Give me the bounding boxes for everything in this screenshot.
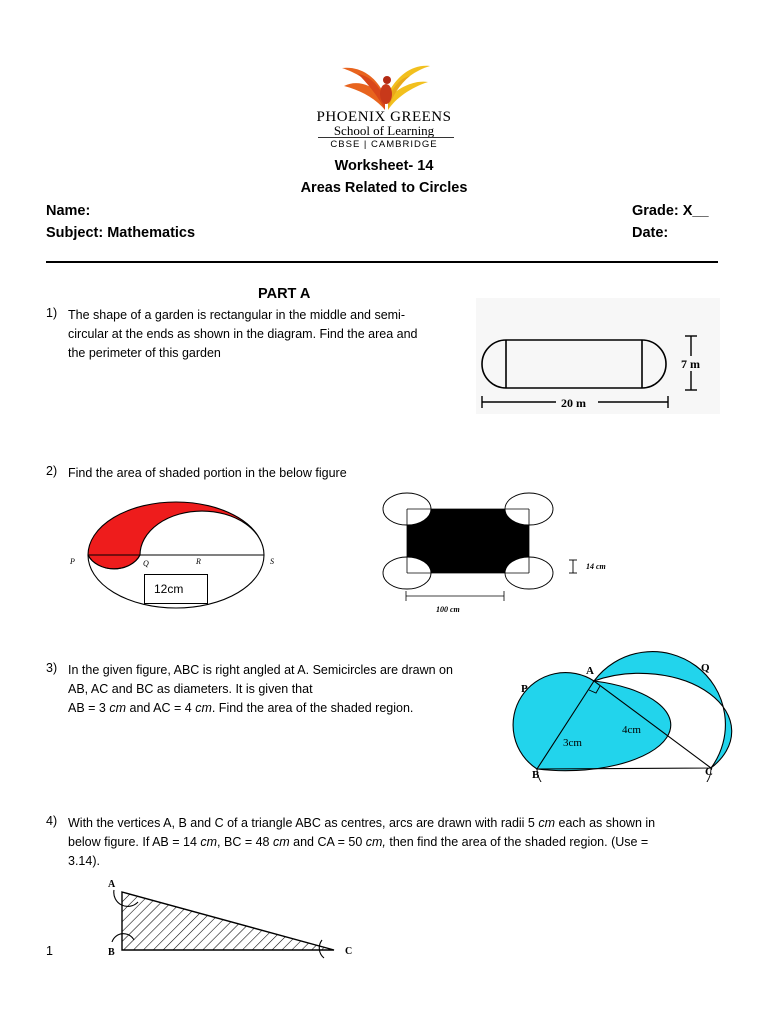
point-b-label: B xyxy=(532,769,540,781)
tagline-rule xyxy=(318,137,454,138)
question-line: the perimeter of this garden xyxy=(68,346,221,360)
phoenix-logo-icon xyxy=(330,60,440,115)
point-s-label: S xyxy=(270,557,274,566)
grade-label: Grade: X__ xyxy=(632,203,709,219)
rectangle-quadrants-figure xyxy=(380,490,580,590)
garden-figure xyxy=(476,298,720,414)
question-number: 3) xyxy=(46,661,58,675)
question-line: below figure. If AB = 14 cm, BC = 48 cm and CA = 50 cm, then find the area of the shaded region. (Use = xyxy=(68,835,649,849)
point-a-label: A xyxy=(108,879,116,890)
question-line: AB, AC and BC as diameters. It is given that xyxy=(68,682,313,696)
school-name: PHOENIX GREENS xyxy=(316,109,452,125)
name-label: Name: xyxy=(46,203,91,219)
point-q-label: Q xyxy=(143,559,149,568)
side-ab-label: 3cm xyxy=(563,737,582,749)
question-line: Find the area of shaded portion in the below figure xyxy=(68,466,347,480)
rectangle-width-label: 100 cm xyxy=(436,605,460,614)
question-4-text xyxy=(68,814,728,871)
rectangle-width-arrow xyxy=(400,590,510,602)
school-tagline: School of Learning xyxy=(333,123,435,138)
point-c-label: C xyxy=(705,766,713,778)
question-line: 3.14). xyxy=(68,854,100,868)
question-line: The shape of a garden is rectangular in the middle and semi- xyxy=(68,308,405,322)
point-p-label: P xyxy=(521,683,528,695)
side-ac-label: 4cm xyxy=(622,724,641,736)
school-boards: CBSE | CAMBRIDGE xyxy=(330,139,438,150)
garden-height-label: 7 m xyxy=(681,357,700,371)
garden-width-label: 20 m xyxy=(561,396,586,410)
measure-box-label: 12cm xyxy=(154,582,184,596)
point-c-label: C xyxy=(345,946,353,957)
part-title: PART A xyxy=(258,286,311,302)
question-3-text xyxy=(68,661,508,718)
rectangle-height-label: 14 cm xyxy=(586,562,606,571)
question-line: With the vertices A, B and C of a triangle ABC as centres, arcs are drawn with radii 5 cm each as shown in xyxy=(68,816,656,830)
point-r-label: R xyxy=(196,557,201,566)
hatched-triangle-figure xyxy=(104,880,364,960)
question-line: circular at the ends as shown in the diagram. Find the area and xyxy=(68,327,418,341)
point-a-label: A xyxy=(586,665,594,677)
question-1-text xyxy=(68,306,468,363)
worksheet-topic: Areas Related to Circles xyxy=(300,180,468,196)
page-number: 1 xyxy=(46,944,53,958)
header-divider xyxy=(46,261,718,263)
point-q-label: Q xyxy=(701,662,710,674)
date-label: Date: xyxy=(632,225,669,241)
question-line: AB = 3 cm and AC = 4 cm. Find the area of the shaded region. xyxy=(68,701,414,715)
question-number: 1) xyxy=(46,306,58,320)
point-p-label: P xyxy=(70,557,75,566)
worksheet-title: Worksheet- 14 xyxy=(334,158,434,174)
subject-label: Subject: Mathematics xyxy=(46,225,196,241)
point-b-label: B xyxy=(108,947,115,958)
measure-box xyxy=(144,574,208,604)
question-number: 2) xyxy=(46,464,58,478)
question-number: 4) xyxy=(46,814,58,828)
question-line: In the given figure, ABC is right angled at A. Semicircles are drawn on xyxy=(68,663,453,677)
